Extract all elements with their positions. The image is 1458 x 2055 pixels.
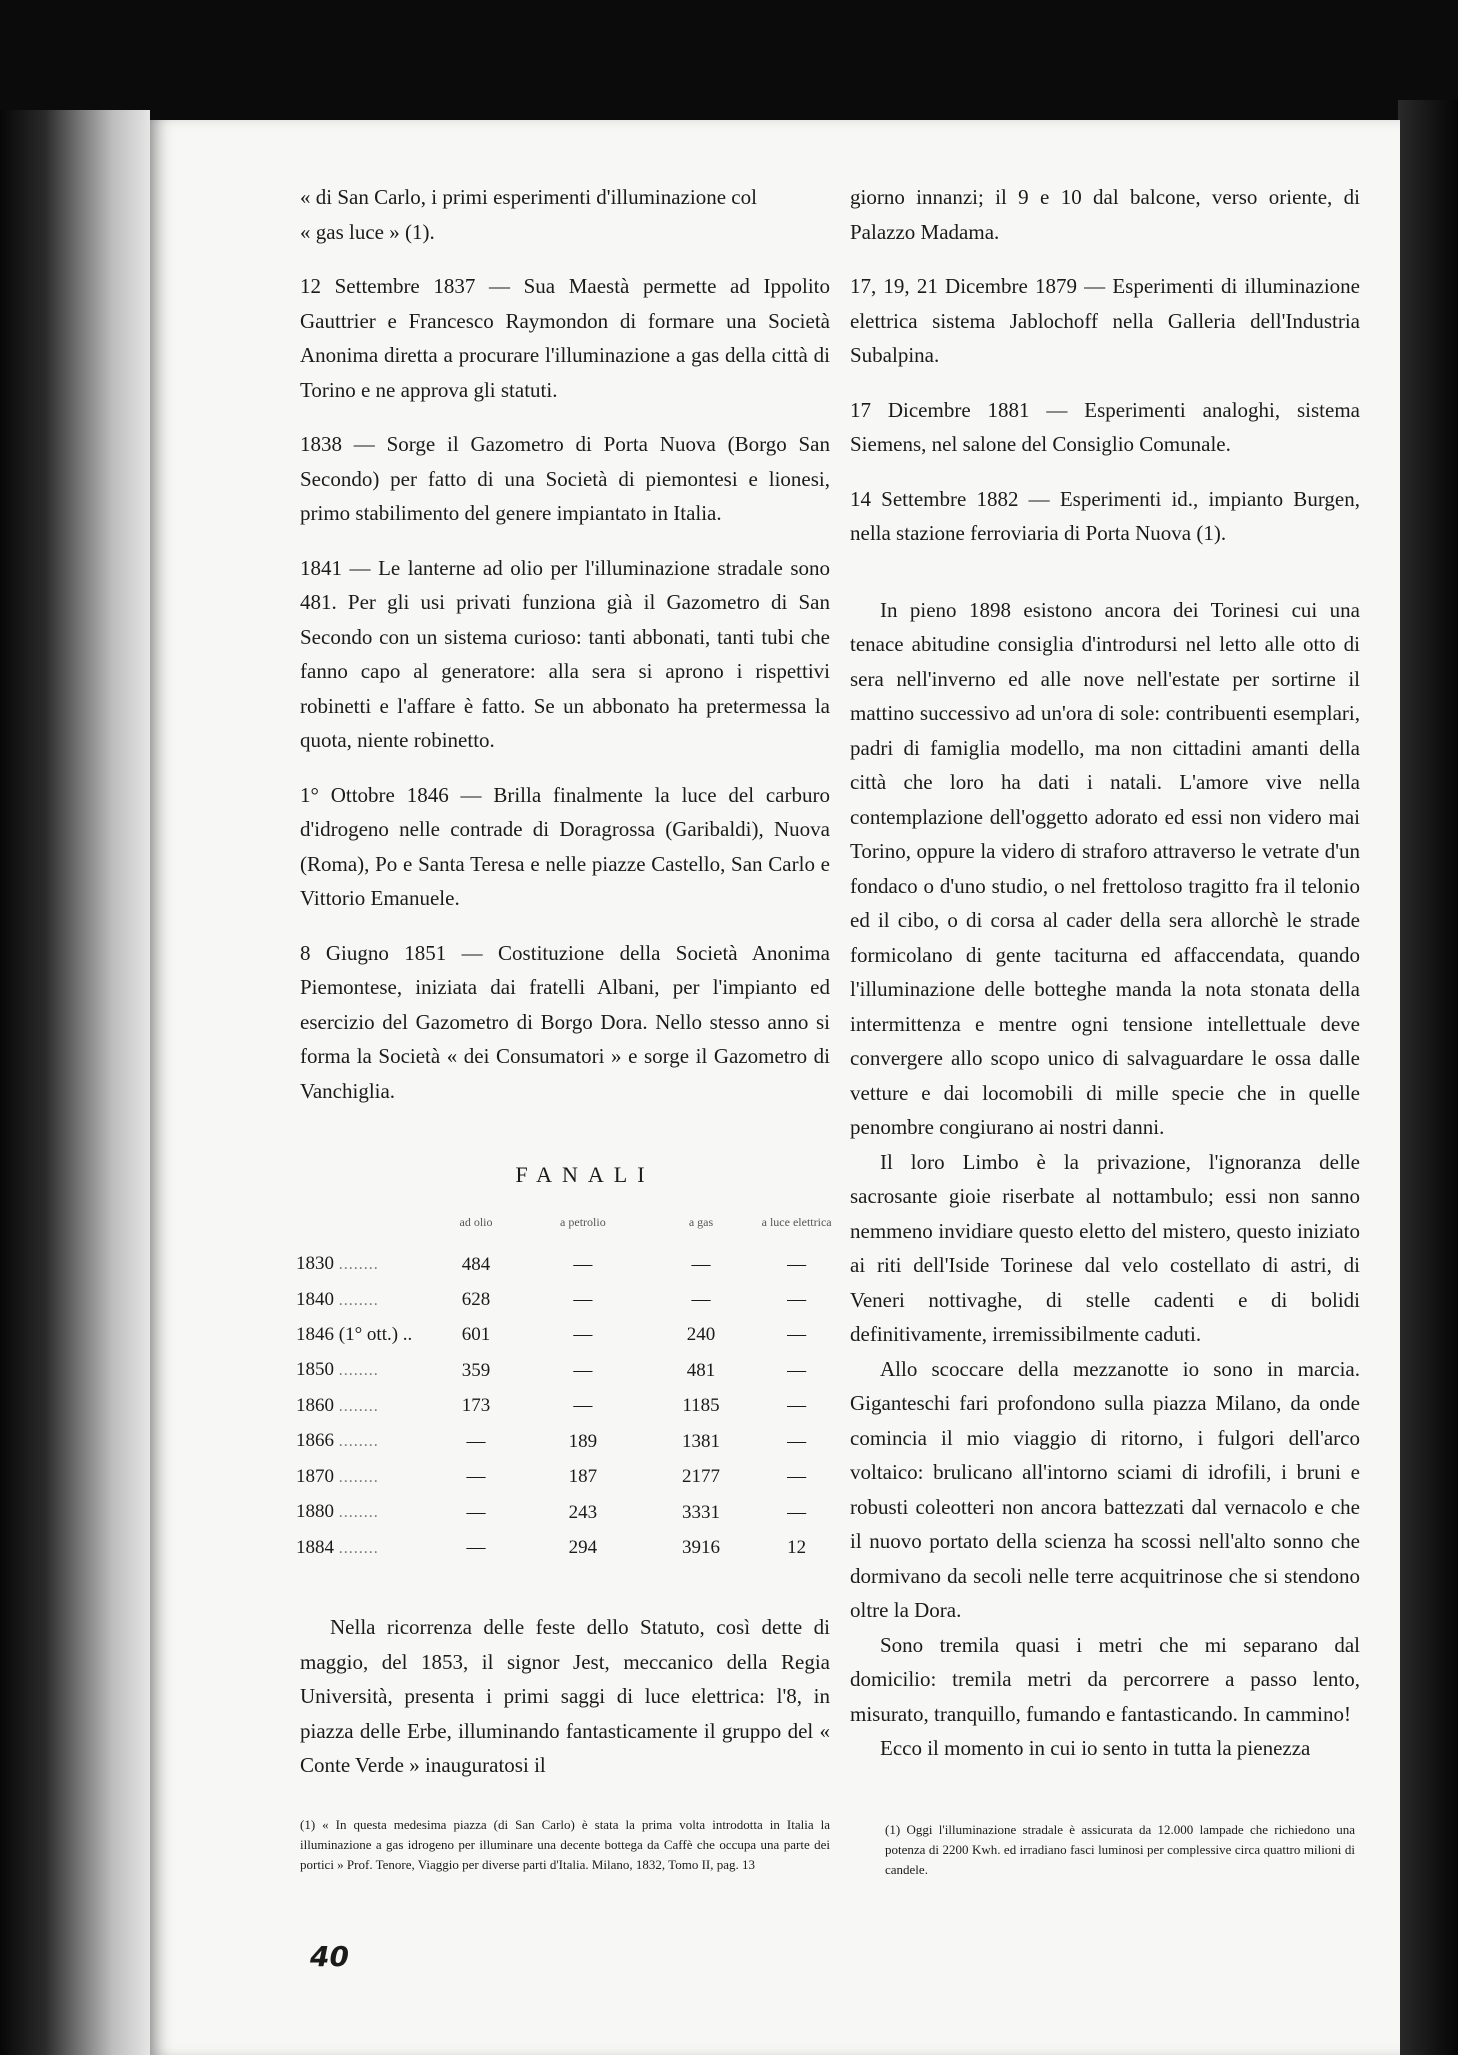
year-cell: [296, 1318, 431, 1353]
page-number: 40: [310, 1940, 349, 1973]
gas-cell: 3916: [682, 1537, 720, 1558]
table-row: [296, 1283, 836, 1319]
luce-cell: —: [787, 1253, 807, 1275]
dot-leader: ........: [338, 1362, 379, 1379]
petrolio-cell: —: [573, 1324, 593, 1346]
dot-leader: ........: [338, 1397, 379, 1415]
dot-leader: ........: [338, 1291, 379, 1309]
entry-1838: 1838 — Sorge il Gazometro di Porta Nuova (Borgo San Secondo) per fatto di una Società di piemontesi e lionesi, primo stabilimento del genere impiantato in Italia.: [300, 432, 830, 525]
left-column: [296, 180, 832, 1783]
olio-cell: 359: [461, 1359, 491, 1381]
olio-cell: —: [466, 1501, 486, 1523]
luce-cell: —: [787, 1359, 807, 1381]
entry-giorno: giorno innanzi; il 9 e 10 dal balcone, verso oriente, di Palazzo Madama.: [850, 185, 1360, 244]
ecco-paragraph: Ecco il momento in cui io sento in tutta la pienezza: [880, 1736, 1311, 1760]
statuto-paragraph: Nella ricorrenza delle feste dello Statuto, così dette di maggio, del 1853, il signor Jest, meccanico della Regia Università, presenta i primi saggi di luce elettrica: l'8, in piazza delle Erbe, illuminando fantasticamente il gruppo del « Conte Verde » inauguratosi il: [300, 1615, 830, 1777]
petrolio-cell: —: [573, 1253, 593, 1275]
petrolio-cell: —: [573, 1289, 593, 1310]
metri-paragraph: Sono tremila quasi i metri che mi separano dal domicilio: tremila metri da percorrere a passo lento, misurato, tranquillo, fumando e fantasticando. In cammino!: [850, 1632, 1360, 1726]
year-label: 1870: [296, 1465, 334, 1487]
dot-leader: ........: [338, 1433, 379, 1450]
year-label: 1830: [296, 1253, 334, 1274]
olio-cell: 628: [461, 1289, 491, 1310]
entry-1837: 12 Settembre 1837 — Sua Maestà permette ad Ippolito Gauttrier e Francesco Raymondon di formare una Società Anonima diretta a procurare l'illuminazione a gas della città di Torino e ne approva gli statuti.: [300, 274, 830, 402]
table-row: [296, 1495, 836, 1531]
luce-cell: —: [787, 1466, 807, 1487]
table-row: [296, 1353, 836, 1389]
year-cell: [296, 1495, 431, 1531]
gas-cell: 1381: [682, 1430, 720, 1452]
olio-cell: 484: [461, 1253, 491, 1275]
luce-cell: 12: [787, 1537, 807, 1558]
luce-cell: —: [787, 1324, 807, 1346]
pieno-1898-paragraph: In pieno 1898 esistono ancora dei Torinesi cui una tenace abitudine consiglia d'introdursi nel letto alle otto di sera nell'inverno ed alle nove nell'estate per sortirne il mattino successivo ad un'ora di sole: contribuenti esemplari, padri di famiglia modello, ma non cittadini amanti della città che loro ha dati i natali. L'amore vive nella contemplazione dell'oggetto adorato ed essi non videro mai Torino, oppure la videro di straforo attraverso le vetrate d'un fondaco o d'uno studio, o nel frettoloso tragitto fra il telonio ed il cibo, o di corsa al cader della sera allorchè le strade formicolano di gente taciturna ed affaccendata, quando l'illuminazione delle botteghe manda la nota stonata della intermittenza e mentre ogni tensione intellettuale deve convergere allo scopo unico di salvaguardare le ossa dalle vetture e dai locomobili di mille specie che in quelle penombre congiurano ai nostri danni.: [850, 597, 1360, 1139]
fanali-table: [296, 1203, 836, 1567]
year-cell: [296, 1460, 431, 1496]
year-label: 1840: [296, 1288, 334, 1310]
luce-cell: —: [787, 1289, 807, 1310]
mezzanotte-paragraph: Allo scoccare della mezzanotte io sono in marcia. Giganteschi fari profondono sulla piazza Milano, da onde comincia il mio viaggio di ritorno, i fulgori dell'arco voltaico: brulicano all'intorno sciami di idrofili, i bruni e robusti coleotteri non ancora battezzati dal vernacolo e che il nuovo portato della scienza ha scossi nell'alto sonno che dormivano da secoli nelle terre acquitrinose che si stendono oltre la Dora.: [850, 1356, 1360, 1622]
luce-cell: —: [787, 1395, 807, 1416]
entry-1882: 14 Settembre 1882 — Esperimenti id., impianto Burgen, nella stazione ferroviaria di Porta Nuova (1).: [850, 486, 1360, 545]
petrolio-cell: —: [573, 1395, 593, 1416]
olio-cell: —: [466, 1430, 486, 1452]
gas-cell: 1185: [682, 1395, 720, 1416]
petrolio-cell: —: [573, 1359, 593, 1381]
year-cell: [296, 1424, 431, 1460]
gas-cell: —: [691, 1289, 711, 1310]
table-row: [296, 1247, 836, 1283]
book-page: [150, 120, 1400, 2055]
col-header-gas: a gas: [688, 1214, 714, 1229]
dot-leader: ........: [338, 1256, 379, 1273]
entry-1851: 8 Giugno 1851 — Costituzione della Società Anonima Piemontese, iniziata dai fratelli Albani, per l'impianto ed esercizio del Gazometro di Borgo Dora. Nello stesso anno si forma la Società « dei Consumatori » e sorge il Gazometro di Vanchiglia.: [300, 940, 830, 1103]
intro-line: « gas luce » (1).: [300, 219, 435, 244]
col-header-olio: ad olio: [459, 1214, 493, 1229]
gas-cell: —: [691, 1253, 711, 1275]
year-label: 1884: [296, 1536, 334, 1558]
book-spine-edge: [0, 110, 150, 2055]
col-header-petrolio: a petrolio: [560, 1214, 606, 1229]
dot-leader: ........: [338, 1504, 379, 1521]
petrolio-cell: 294: [568, 1537, 598, 1558]
table-row: [296, 1389, 836, 1425]
year-cell: [296, 1353, 431, 1389]
entry-1846: 1° Ottobre 1846 — Brilla finalmente la luce del carburo d'idrogeno nelle contrade di Doragrossa (Garibaldi), Nuova (Roma), Po e Santa Teresa e nelle piazze Castello, San Carlo e Vittorio Emanuele.: [300, 782, 830, 910]
table-row: [296, 1460, 836, 1496]
year-label: 1880: [296, 1501, 334, 1522]
entry-1879: 17, 19, 21 Dicembre 1879 — Esperimenti di illuminazione elettrica sistema Jablochoff nella Galleria dell'Industria Subalpina.: [850, 274, 1360, 367]
gas-cell: 3331: [682, 1501, 720, 1523]
petrolio-cell: 187: [568, 1466, 598, 1487]
year-cell: [296, 1531, 431, 1567]
col-header-luce: a luce elettrica: [761, 1214, 832, 1229]
gas-cell: 481: [686, 1359, 716, 1381]
entry-1841: 1841 — Le lanterne ad olio per l'illuminazione stradale sono 481. Per gli usi privati funziona già il Gazometro di San Secondo con un sistema curioso: tanti abbonati, tanti tubi che fanno capo al generatore: alla sera si aprono i rispettivi robinetti e l'affare è fatto. Se un abbonato ha pretermessa la quota, niente robinetto.: [300, 555, 830, 752]
luce-cell: —: [787, 1501, 807, 1523]
fanali-table-title: FANALI: [515, 1162, 655, 1187]
scan-border: [1398, 100, 1458, 2055]
olio-cell: 173: [461, 1395, 491, 1416]
olio-cell: 601: [461, 1324, 491, 1346]
dot-leader: ........: [338, 1468, 379, 1486]
year-label: 1860: [296, 1394, 334, 1416]
year-cell: [296, 1247, 431, 1283]
year-cell: [296, 1283, 431, 1319]
petrolio-cell: 243: [568, 1501, 598, 1523]
intro-line: « di San Carlo, i primi esperimenti d'illuminazione col: [300, 185, 757, 209]
entry-1881: 17 Dicembre 1881 — Esperimenti analoghi, sistema Siemens, nel salone del Consiglio Comunale.: [850, 397, 1360, 456]
olio-cell: —: [466, 1537, 486, 1558]
right-column: [850, 180, 1360, 1766]
table-row: [296, 1531, 836, 1567]
dot-leader: ........: [338, 1539, 379, 1557]
table-header-row: [296, 1203, 836, 1248]
table-row: [296, 1424, 836, 1460]
luce-cell: —: [787, 1430, 807, 1452]
year-label: 1846 (1° ott.) ..: [296, 1324, 413, 1346]
petrolio-cell: 189: [568, 1430, 598, 1452]
olio-cell: —: [466, 1466, 486, 1487]
limbo-paragraph: Il loro Limbo è la privazione, l'ignoranza delle sacrosante gioie riserbate al nottambulo; essi non sanno nemmeno invidiare questo eletto del mistero, questo iniziato ai riti dell'Iside Torinese dal velo costellato di astri, di Veneri nottivaghe, di stelle cadenti e di bolidi definitivamente, irremissibilmente caduti.: [850, 1149, 1360, 1346]
gas-cell: 2177: [682, 1466, 720, 1487]
gas-cell: 240: [686, 1324, 716, 1346]
year-cell: [296, 1389, 431, 1425]
year-label: 1850: [296, 1359, 334, 1380]
footnote-left: (1) « In questa medesima piazza (di San Carlo) è stata la prima volta introdotta in Italia la illuminazione a gas idrogeno per illuminare una decente bottega da Caffè che occupa una parte dei portici » Prof. Tenore, Viaggio per diverse parti d'Italia. Milano, 1832, Tomo II, pag. 13: [300, 1817, 830, 1872]
year-label: 1866: [296, 1430, 334, 1451]
table-row: [296, 1318, 836, 1353]
footnote-right: (1) Oggi l'illuminazione stradale è assicurata da 12.000 lampade che richiedono una potenza di 2200 Kwh. ed irradiano fasci luminosi per complessive circa quattro milioni di candele.: [885, 1822, 1355, 1877]
